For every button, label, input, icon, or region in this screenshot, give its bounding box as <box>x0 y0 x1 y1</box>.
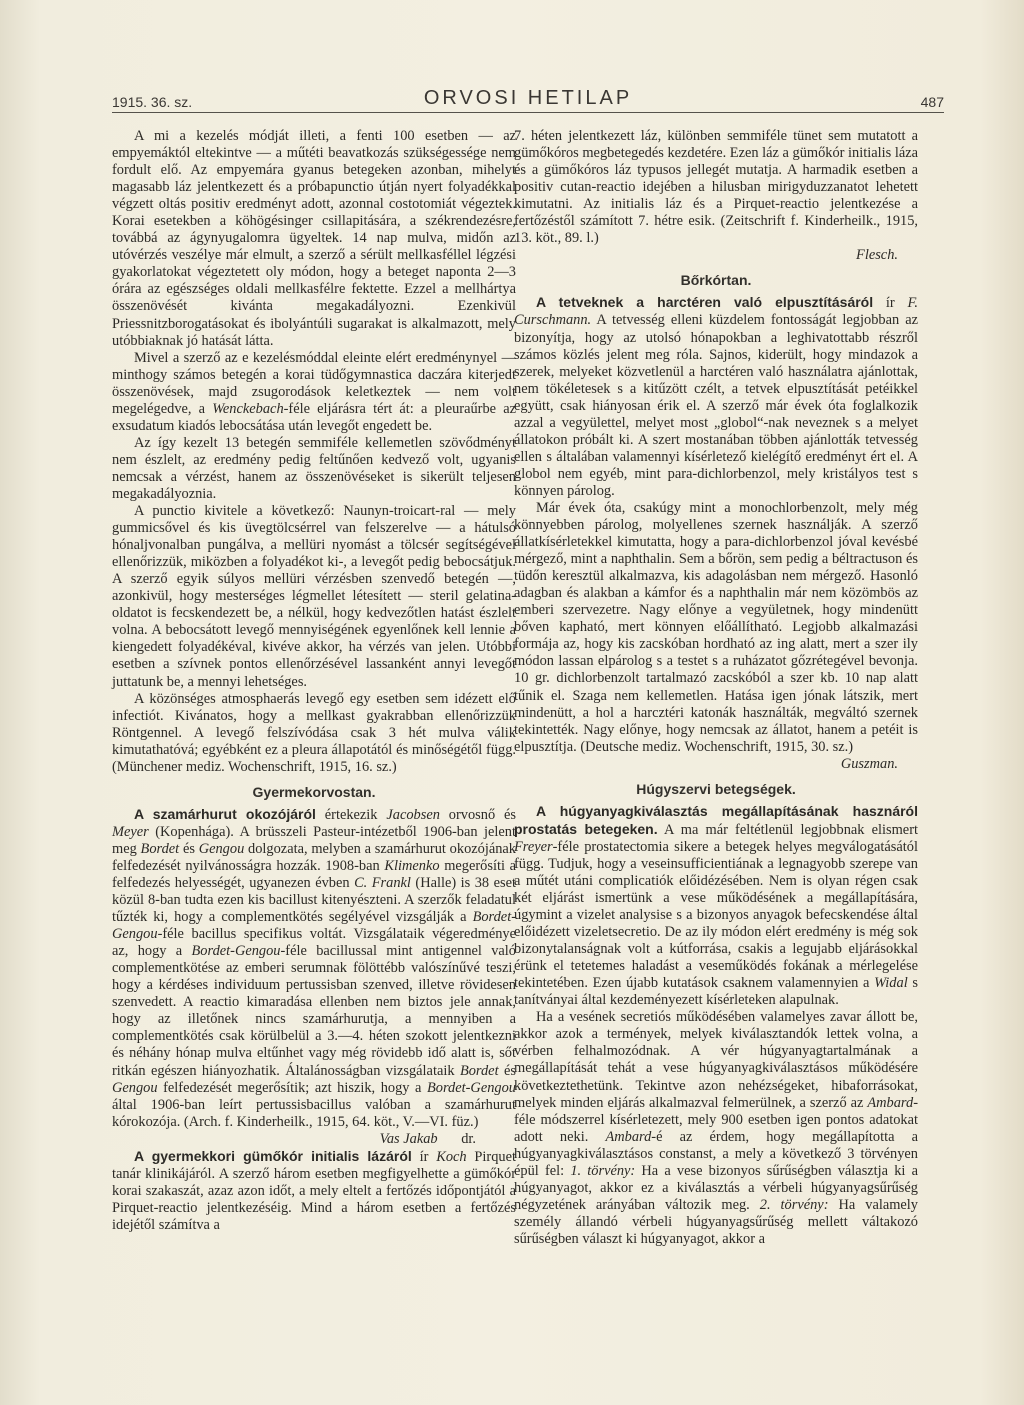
article-paragraph: A húgyanyagkiválasztás megállapításának hasznáról prostatás betegeken. A ma már feltétlenül legjobbnak elismert Freyer-féle prostatectomia sikere a betegek helyes megválogatásától függ. Tudjuk, hogy a veseinsufficientiának a legnagyobb szerepe van a műtét utáni complicatiók előidézésében. Nem is olyan régen csak két eljárást ismertünk a vese működésének a megállapítására, úgymint a vizelet analysise s a bizonyos anyagok befecskendése által előidézett vizeletsecretio. De az ily módon elért eredmény is még sok bizonytalanságnak volt a kútforrása, csakis a legujabb eljárásokkal érünk el tetetemes haladást a veseműködés fokának a mérlegelése tekintetében. Ezen újabb kutatások csaknem valamennyien a Widal s tanítványai által kezdeményezett kísérleteken alapulnak. <box>514 802 918 1009</box>
section-heading: Gyermekorvostan. <box>252 783 376 800</box>
paragraph: Már évek óta, csakúgy mint a monochlorbenzolt, mely még könnyebben párolog, molyellenes szernek használják. A szerző állatkísérletekkel kimutatta, hogy a para-dichlorbenzol jóval kevésbé mérgező, mint a naphthalin. Sem a bőrön, sem pedig a béltractuson és tüdőn keresztül alkalmazva, kis adagolásban nem mérgező. Hasonló adagban és alakban a kámfor és a naphthalin már nem közömbös az emberi szervezetre. Nagy előnye a vegyületnek, hogy mindenütt bőven kapható, mert könnyen előállítható. Legjobb alkalmazási formája az, hogy kis zacskóban hordható az ing alatt, mert a szer ily módon lassan elpárolog s a testet s a ruházatot gőzrétegével bevonja. 10 gr. dichlorbenzolt tartalmazó zacskóból a szer kb. 10 nap alatt tűnik el. Szaga nem kellemetlen. Hatása igen jónak látszik, mert mindenütt, a hol a harcztéri katonák használták, megváltó szernek tekintették. Nagy előnye, hogy nemcsak az állatot, hanem a petéit is elpusztítja. (Deutsche mediz. Wochenschrift, 1915, 30. sz.) <box>514 499 918 755</box>
page-header <box>112 88 944 113</box>
article-title: A gyermekkori gümőkór initialis lázáról <box>134 1147 412 1164</box>
article-paragraph: A tetveknek a harctéren való elpusztításáról ír F. Curschmann. A tetvesség elleni küzdelem fontosságát legjobban az bizonyítja, hogy az utolsó hónapokban a leghivatottabb részről számos közlés jelent meg róla. Sajnos, kiderült, hogy mindazok a szerek, melyeket közvetlenül a harctéren való használatra ajánlottak, nem tökéletesek s a kitűzött czélt, a tetvek elpusztítását petéikkel együtt, csak hiányosan érik el. A szerző már évek óta foglalkozik azzal a vegyülettel, melyet most „globol“-nak neveznek s a melyet állatokon próbált ki. A szert mostanában többen ajánlották tetvesség ellen s általában valamennyi kísérletező kielégítő eredményt ért el. A globol nem egyéb, mint para-dichlorbenzol, mely kristályos test s könnyen párolog. <box>514 294 918 499</box>
signature: Flesch. <box>856 247 898 264</box>
issue-number: 1915. 36. sz. <box>112 94 193 110</box>
paragraph: A punctio kivitele a következő: Naunyn-troicart-ral — mely gummicsővel és kis üvegtölcsérrel van felszerelve — a hátulsó hónaljvonalban pungálva, a mellüri nyomást a tölcsér segítségével ellenőrizzük, miközben a folyadékot ki-, a levegőt pedig bebocsátjuk. A szerző egyik súlyos mellüri vérzésben szenvedő betegén —, azonkivül, hogy mesterséges légmellet létesített — steril gelatina-oldatot is fecskendezett be, a nélkül, hogy kedvezőtlen hatást észlelt volna. A bebocsátott levegő mennyiségének egyenlőnek kell lennie a kiengedett folyadékéval, kivéve akkor, ha vérzés van jelen. Utóbbi esetben a szívnek pontos ellenőrzésével lassanként annyi levegőt juttatunk be, a mennyi lehetséges. <box>112 503 516 690</box>
article-paragraph: A szamárhurut okozójáról értekezik Jacobsen orvosnő és Meyer (Kopenhága). A brüsszeli Pasteur-intézetből 1906-ban jelent meg Bordet és Gengou dolgozata, melyben a szamárhurut okozójának felfedezését nyilvánosságra hozzák. 1908-ban Klimenko megerősíti a felfedezés helyességét, ugyanezen évben C. Frankl (Halle) is 38 eset közül 8-ban tudta ezen kis bacillust kitenyészteni. A szerzők feladatul tűzték ki, hogy a complementkötés segélyével vizsgálják a Bordet-Gengou-féle bacillus specifikus voltát. Vizsgálataik végeredménye az, hogy a Bordet-Gengou-féle bacillussal mint antigennel való complementkötése az emberi serumnak fölöttébb valószínűvé teszi, hogy a kérdéses individuum pertussisban szenved, illetve rövidesen szenvedett. A reactio kimaradása ellenben nem biztos jele annak, hogy az illetőnek nincs szamárhurutja, a mennyiben a complementkötés csak körülbelül a 3.—4. héten szokott jelentkezni és néhány hónap mulva eltűnhet vagy még rövidebb idő alatt is, sőt ritkán egészen hiányozhatik. Általánosságban vizsgálataik Bordet és Gengou felfedezését megerősítik; azt hiszik, hogy a Bordet-Gengou által 1906-ban leírt pertussisbacillus valóban a szamárhurut kórokozója. (Arch. f. Kinderheilk., 1915, 64. köt., V.—VI. füz.) <box>112 805 517 1130</box>
article-paragraph: A gyermekkori gümőkór initialis lázáról ír Koch Pirquet tanár klinikájáról. A szerző három esetben megfigyelhette a gümőkór korai szakaszát, azaz azon időt, a mely eltelt a fertőzés időpontjától a Pirquet-reactio jelentkezéséig. Mind a három esetben a fertőzés idejétől számítva a <box>112 1147 516 1233</box>
section-heading: Bőrkórtan. <box>680 272 752 289</box>
paragraph: Ha a vesének secretiós működésében valamelyes zavar állott be, akkor azok a termények, melyek kiválasztandók lettek volna, a vérben felhalmozódnak. A vér húgyanyagtartalmának a megállapítását tehát a vese húgyanyagkiválasztásos működésére következtethetünk. Tekintve azon nehézségeket, hibaforrásokat, melyek minden eljárás alkalmazval felmerülnek, a szerző az Ambard-féle módszerrel kísérletezett, mely 900 esetben igen pontos adatokat adott neki. Ambard-é az érdem, hogy megállapította a húgyanyagkiválasztásos constanst, a mely a következő 3 törvényen épül fel: 1. törvény: Ha a vese bizonyos sűrűségben választja ki a húgyanyagot, akkor ez a kiválasztás a vérbeli húgyanyagsűrűség négyzetének arányában változik meg. 2. törvény: Ha valamely személy állandó vérbeli húgyanyagsűrűség mellett váltakozó sűrűségben választ ki húgyanyagot, akkor a <box>514 1009 918 1247</box>
article-title: A szamárhurut okozójáról <box>134 805 316 822</box>
article-title: A húgyanyagkiválasztás megállapításának hasznáról prostatás betegeken. <box>514 802 918 837</box>
author-name: Wenckebach <box>212 400 284 417</box>
author-name: F. Curschmann. <box>514 295 918 329</box>
page-number: 487 <box>920 94 944 110</box>
paragraph: Az így kezelt 13 betegén semmiféle kellemetlen szövődményt nem észlelt, az eredmény pedig feltűnően kedvező volt, ugyanis nemcsak a vérzést, hanem az összenövéseket is sikerült teljesen megakadályoznia. <box>112 434 516 502</box>
paragraph: A közönséges atmosphaerás levegő egy esetben sem idézett elő infectiót. Kivánatos, hogy a mellkast gyakrabban ellenőrizzük Röntgennel. A levegő felszívódása csak 3 hét mulva válik kimutathatóvá; egyébként ez a pleura állapotától és minőségétől függ. (Münchener mediz. Wochenschrift, 1915, 16. sz.) <box>112 690 516 775</box>
signature: Guszman. <box>840 755 898 772</box>
section-heading: Húgyszervi betegségek. <box>636 780 796 797</box>
left-column <box>112 128 516 1234</box>
signature: Vas Jakab dr. <box>379 1130 476 1147</box>
paragraph: Mivel a szerző az e kezelésmóddal eleinte elért eredménynyel — minthogy számos betegén a korai tüdőgymnastica daczára kiterjedt összenövések, majd zsugorodások keletkeztek — nem volt megelégedve, a Wenckebach-féle eljárásra tért át: a pleuraűrbe az exsudatum kiadós lebocsátása után levegőt engedett be. <box>112 349 517 434</box>
journal-title: ORVOSI HETILAP <box>423 87 633 109</box>
paragraph: A mi a kezelés módját illeti, a fenti 100 esetben — az empyemáktól eltekintve — a műtéti beavatkozás szükségessége nem fordult elő. Az empyemára gyanus betegeken azonban, mihelyt magasabb láz jelentkezett és a próbapunctio útján nyert folyadékkal végzett oltás positiv eredményt adott, azonnal costotomiát végeztek. Korai esetekben a köhögésinger csillapitására, a székrendezésre, továbbá az ágynyugalomra ügyeltek. 14 nap mulva, midőn az utóvérzés veszélye már elmult, a szerző a sérült mellkasféllel légzési gyakorlatokat végeztetett oly módon, hogy a beteget naponta 2—3 órára az egészséges oldali mellkasfélre fektette. Ezzel a mellhártya összenövését kivánta megakadályozni. Ezenkivül Priessnitzborogatásokat és ibolyántúli sugarakat is alkalmazott, mely utóbbiaknak jó hatását látta. <box>112 128 516 349</box>
right-column <box>514 128 918 1248</box>
paragraph: 7. héten jelentkezett láz, különben semmiféle tünet sem mutatott a gümőkóros megbetegedés kezdetére. Ezen láz a gümőkór initialis láza és a gümőkóros láz typusos jellegét mutatja. A harmadik esetben a positiv cutan-reactio idejében a hilusban mirigyduzzanatot lehetett kimutatni. Az initialis láz és a Pirquet-reactio jelentkezése a fertőzéstől számított 7. hétre esik. (Zeitschrift f. Kinderheilk., 1915, 13. köt., 89. l.) <box>514 128 918 247</box>
article-title: A tetveknek a harctéren való elpusztításáról <box>536 294 874 311</box>
